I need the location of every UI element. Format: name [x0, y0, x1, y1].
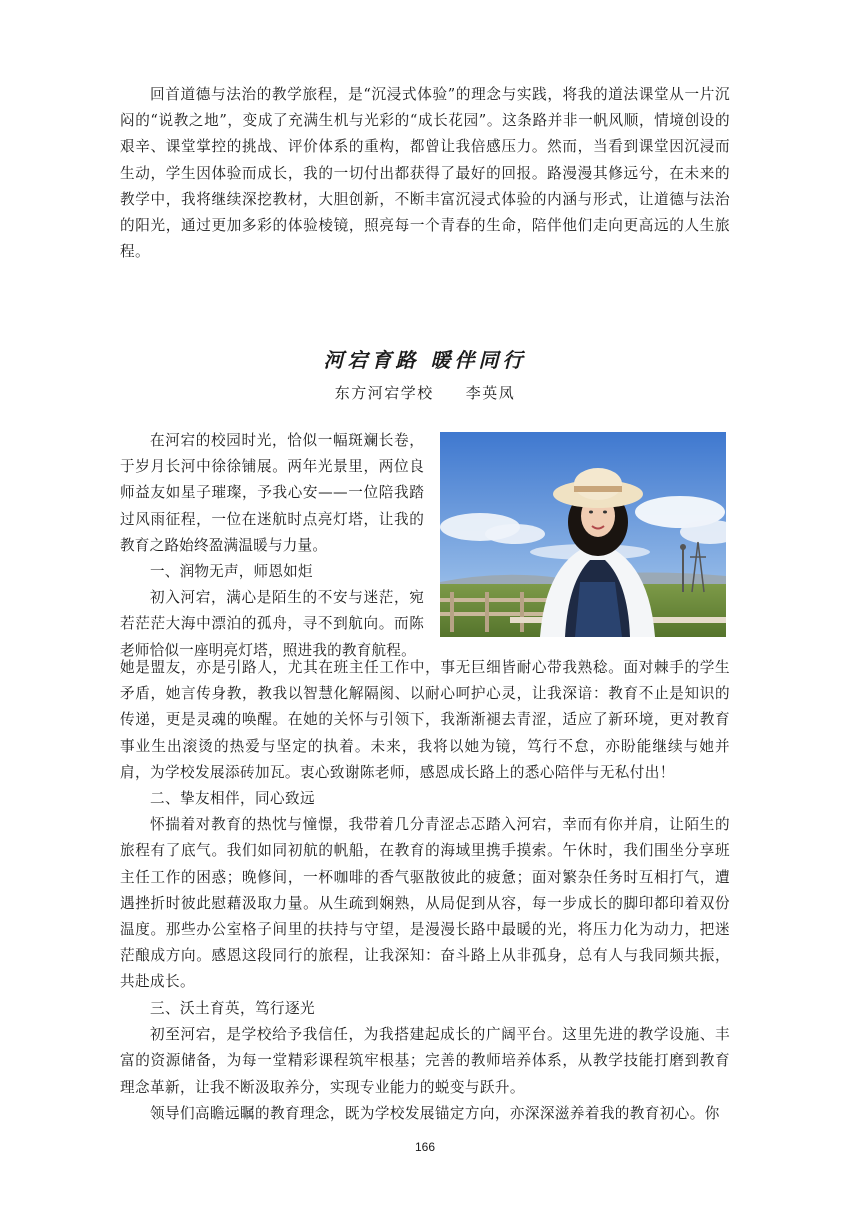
section-3: [120, 996, 730, 1127]
author-name: 李英凤: [465, 384, 516, 402]
portrait-photo: [440, 432, 726, 637]
intro-paragraph: 回首道德与法治的教学旅程，是“沉浸式体验”的理念与实践，将我的道法课堂从一片沉闷的“说教之地”，变成了充满生机与光彩的“成长花园”。这条路并非一帆风顺，情境创设的艰辛、课堂掌控的挑战、评价体系的重构，都曾让我倍感压力。然而，当看到课堂因沉浸而生动，学生因体验而成长，我的一切付出都获得了最好的回报。路漫漫其修远兮，在未来的教学中，我将继续深挖教材，大胆创新，不断丰富沉浸式体验的内涵与形式，让道德与法治的阳光，通过更加多彩的体验棱镜，照亮每一个青春的生命，陪伴他们走向更高远的人生旅程。: [120, 86, 730, 261]
section-3-paragraph-1: 初至河宕，是学校给予我信任，为我搭建起成长的广阔平台。这里先进的教学设施、丰富的资源储备，为每一堂精彩课程筑牢根基；完善的教师培养体系，从教学技能打磨到教育理念革新，让我不断汲取养分，实现专业能力的蜕变与跃升。: [120, 1026, 730, 1096]
article-title: 河宕育路 暖伴同行: [323, 348, 527, 372]
section-3-paragraph-2: 领导们高瞻远瞩的教育理念，既为学校发展锚定方向，亦深深滋养着我的教育初心。你: [150, 1104, 720, 1122]
section-3-heading: 三、沃土育英，笃行逐光: [150, 1000, 315, 1017]
article-byline: [0, 382, 850, 403]
section-1-paragraph-start: 初入河宕，满心是陌生的不安与迷茫，宛若茫茫大海中漂泊的孤舟，寻不到航向。而陈老师恰似一座明亮灯塔，照进我的教育航程。: [120, 589, 424, 659]
section-2-paragraph: 怀揣着对教育的热忱与憧憬，我带着几分青涩忐忑踏入河宕，幸而有你并肩，让陌生的旅程有了底气。我们如同初航的帆船，在教育的海域里携手摸索。午休时，我们围坐分享班主任工作的困惑；晚修间，一杯咖啡的香气驱散彼此的疲惫；面对繁杂任务时互相打气，遭遇挫折时彼此慰藉汲取力量。从生疏到娴熟，从局促到从容，每一步成长的脚印都印着双份温度。那些办公室格子间里的扶持与守望，是漫漫长路中最暖的光，将压力化为动力，把迷茫酿成方向。感恩这段同行的旅程，让我深知：奋斗路上从非孤身，总有人与我同频共振，共赴成长。: [120, 816, 730, 991]
opening-paragraph: 在河宕的校园时光，恰似一幅斑斓长卷，于岁月长河中徐徐铺展。两年光景里，两位良师益友如星子璀璨，予我心安——一位陪我踏过风雨征程，一位在迷航时点亮灯塔，让我的教育之路始终盈满温暖与力量。: [120, 432, 424, 554]
section-2-heading: 二、挚友相伴，同心致远: [150, 790, 315, 807]
section-1-paragraph-continued: 她是盟友，亦是引路人，尤其在班主任工作中，事无巨细皆耐心带我熟稔。面对棘手的学生矛盾，她言传身教，教我以智慧化解隔阂、以耐心呵护心灵，让我深谙：教育不止是知识的传递，更是灵魂的唤醒。在她的关怀与引领下，我渐渐褪去青涩，适应了新环境，更对教育事业生出滚烫的热爱与坚定的执着。未来，我将以她为镜，笃行不怠，亦盼能继续与她并肩，为学校发展添砖加瓦。衷心致谢陈老师，感恩成长路上的悉心陪伴与无私付出！: [120, 659, 730, 781]
section-2: [120, 786, 730, 996]
float-text-column: [120, 428, 424, 664]
author-school: 东方河宕学校: [334, 384, 434, 402]
section-1-heading: 一、润物无声，师恩如炬: [150, 563, 313, 581]
page-number: 166: [414, 1140, 436, 1154]
